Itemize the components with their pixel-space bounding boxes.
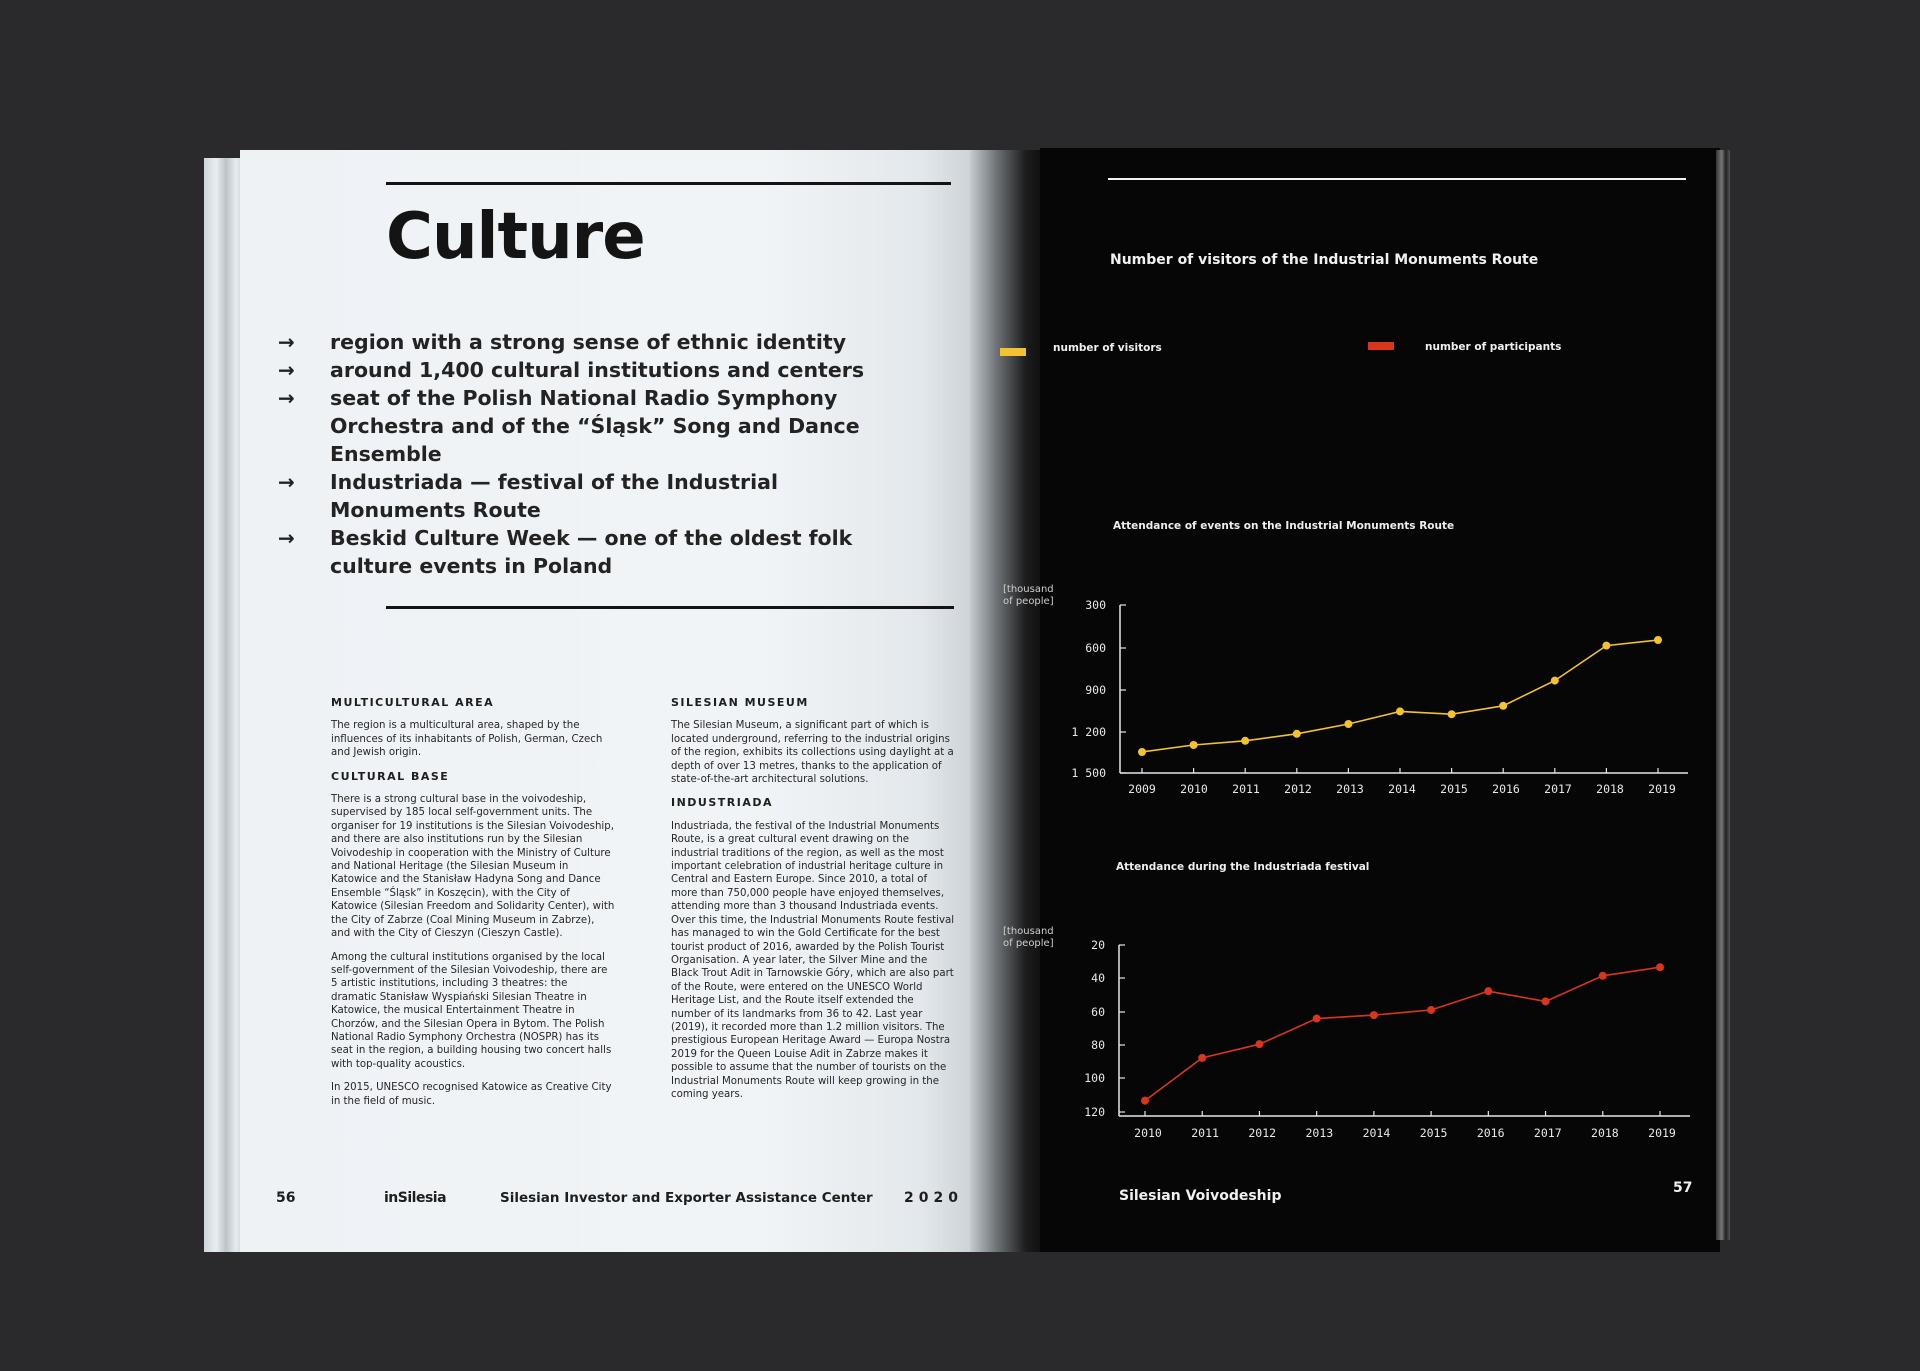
chart2-y-tick-label: 120 bbox=[1084, 1105, 1105, 1119]
chart1-x-tick-label: 2014 bbox=[1388, 782, 1416, 796]
chart1-y-tick-label: 900 bbox=[1085, 683, 1106, 697]
chart1-y-tick-label: 300 bbox=[1085, 598, 1106, 612]
year-label: 2020 bbox=[904, 1190, 963, 1206]
chart1-data-point bbox=[1448, 710, 1456, 718]
list-item: → around 1,400 cultural institutions and centers bbox=[278, 358, 865, 382]
chart1-data-point bbox=[1602, 642, 1610, 650]
section-heading: SILESIAN MUSEUM bbox=[671, 696, 809, 709]
section-heading: MULTICULTURAL AREA bbox=[331, 696, 495, 709]
chart1-x-tick-label: 2018 bbox=[1596, 782, 1624, 796]
chart1-x-tick-label: 2017 bbox=[1544, 782, 1572, 796]
arrow-right-icon: → bbox=[278, 358, 295, 382]
paragraph: There is a strong cultural base in the voivodeship, supervised by 185 local self-government units. The organiser for 19 institutions is the Silesian Voivodeship, and there are also institutions run by the Silesian Voivodeship in cooperation with the Ministry of Culture and National Heritage (the Silesian Museum in Katowice and the Stanisław Hadyna Song and Dance Ensemble “Śląsk” in Koszęcin), with the City of Katowice (Silesian Freedom and Solidarity Center), with the City of Zabrze (Coal Mining Museum in Zabrze), and with the City of Cieszyn (Cieszyn Castle). bbox=[331, 794, 615, 940]
paragraph: The Silesian Museum, a significant part of which is located underground, referring to the industrial origins of the region, exhibits its collections using daylight at a depth of over 13 metres, thanks to the application of state-of-the-art architectural solutions. bbox=[671, 720, 954, 786]
chart1-x-tick-label: 2010 bbox=[1180, 782, 1208, 796]
paragraph: Industriada, the festival of the Industrial Monuments Route, is a great cultural event drawing on the industrial traditions of the region, as well as the most important celebration of industrial heritage culture in Central and Eastern Europe. Since 2010, a total of more than 750,000 people have enjoyed themselves, attending more than 3 thousand Industriada events. Over this time, the Industrial Monuments Route festival has managed to win the Gold Certificate for the best tourist product of 2016, awarded by the Polish Tourist Organisation. A year later, the Silver Mine and the Black Trout Adit in Tarnowskie Góry, which are also part of the Route, were entered on the UNESCO World Heritage List, and the Route itself extended the number of its landmarks from 36 to 42. Last year (2019), it recorded more than 1.2 million visitors. The prestigious European Heritage Award — Europa Nostra 2019 for the Queen Louise Adit in Zabrze makes it possible to assume that the number of tourists on the Industrial Monuments Route will keep growing in the coming years. bbox=[671, 820, 955, 1100]
brand-logo: inSilesia bbox=[384, 1190, 447, 1206]
chart1-x-tick-label: 2012 bbox=[1284, 782, 1312, 796]
paragraph: The region is a multicultural area, shaped by the influences of its inhabitants of Polish, German, Czech and Jewish origin. bbox=[331, 720, 603, 759]
chart2-data-point bbox=[1370, 1011, 1378, 1019]
chart1-data-point bbox=[1654, 636, 1662, 644]
chart1-series-line bbox=[1142, 640, 1658, 752]
list-item: → seat of the Polish National Radio Symphony Orchestra and of the “Śląsk” Song and Dance Ensemble bbox=[278, 386, 860, 466]
chart2-data-point bbox=[1198, 1054, 1206, 1062]
chart1-x-tick-label: 2015 bbox=[1440, 782, 1468, 796]
chart1-data-point bbox=[1241, 737, 1249, 745]
paragraph: Among the cultural institutions organised by the local self-government of the Silesian Voivodeship, there are 5 artistic institutions, including 3 theatres: the dramatic Stanisław Wyspiański Silesian Theatre in Katowice, the musical Entertainment Theatre in Chorzów, and the Silesian Opera in Bytom. The Polish National Radio Symphony Orchestra (NOSPR) has its seat in the region, a building housing two concert halls with top-quality acoustics. bbox=[331, 951, 612, 1070]
page-number-right: 57 bbox=[1673, 1180, 1693, 1196]
chart2-x-tick-label: 2016 bbox=[1476, 1126, 1505, 1140]
charts-title: Number of visitors of the Industrial Monuments Route bbox=[1110, 252, 1539, 268]
chart2-data-point bbox=[1599, 972, 1607, 980]
chart2-y-tick-label: 80 bbox=[1091, 1038, 1105, 1052]
chart2-x-tick-label: 2013 bbox=[1305, 1126, 1334, 1140]
chart2-series-line bbox=[1145, 967, 1660, 1100]
chart1-unit-label: [thousand of people] bbox=[1003, 584, 1054, 607]
chart2-data-point bbox=[1656, 963, 1664, 971]
chart1-data-point bbox=[1190, 741, 1198, 749]
chart2-x-tick-label: 2019 bbox=[1648, 1126, 1676, 1140]
chart1-x-tick-label: 2016 bbox=[1492, 782, 1520, 796]
legend-label-participants: number of participants bbox=[1425, 341, 1562, 353]
chart2-data-point bbox=[1141, 1097, 1149, 1105]
chart2-y-tick-label: 20 bbox=[1091, 938, 1105, 952]
chart2-y-tick-label: 60 bbox=[1091, 1005, 1105, 1019]
arrow-right-icon: → bbox=[278, 330, 295, 354]
chart2-x-tick-label: 2014 bbox=[1362, 1126, 1391, 1140]
arrow-right-icon: → bbox=[278, 470, 295, 494]
chart1-x-tick-label: 2013 bbox=[1336, 782, 1364, 796]
chart2-title: Attendance during the Industriada festival bbox=[1116, 861, 1370, 873]
list-item: → Industriada — festival of the Industrial Monuments Route bbox=[278, 470, 779, 522]
legend-label-visitors: number of visitors bbox=[1053, 342, 1162, 354]
section-heading: CULTURAL BASE bbox=[331, 769, 450, 783]
paragraph: In 2015, UNESCO recognised Katowice as Creative City in the field of music. bbox=[331, 1082, 612, 1107]
chart2-x-tick-label: 2015 bbox=[1419, 1126, 1448, 1140]
chart2-x-tick-label: 2017 bbox=[1533, 1126, 1562, 1140]
chart1-y-tick-label: 600 bbox=[1085, 641, 1106, 655]
chart1-x-tick-label: 2011 bbox=[1232, 782, 1260, 796]
chart1-y-tick-label: 1 500 bbox=[1071, 766, 1106, 780]
page-title: Culture bbox=[386, 200, 645, 274]
page-number-left: 56 bbox=[276, 1190, 296, 1206]
chart2-x-tick-label: 2012 bbox=[1248, 1126, 1277, 1140]
chart2-data-point bbox=[1427, 1006, 1435, 1014]
chart2-unit-label: [thousand of people] bbox=[1003, 926, 1054, 949]
chart1-x-tick-label: 2009 bbox=[1128, 782, 1156, 796]
chart1-x-tick-label: 2019 bbox=[1648, 782, 1676, 796]
chart2-y-tick-label: 40 bbox=[1091, 971, 1105, 985]
chart2-x-tick-label: 2018 bbox=[1591, 1126, 1619, 1140]
region-label: Silesian Voivodeship bbox=[1119, 1188, 1282, 1204]
chart1-data-point bbox=[1138, 748, 1146, 756]
chart2-data-point bbox=[1542, 997, 1550, 1005]
chart2-x-tick-label: 2011 bbox=[1191, 1126, 1219, 1140]
chart1-data-point bbox=[1293, 730, 1301, 738]
chart1-data-point bbox=[1344, 720, 1352, 728]
chart1-y-tick-label: 1 200 bbox=[1071, 725, 1106, 739]
chart2-data-point bbox=[1255, 1040, 1263, 1048]
publisher-name: Silesian Investor and Exporter Assistance Center bbox=[500, 1190, 873, 1206]
chart1-data-point bbox=[1499, 702, 1507, 710]
chart2-data-point bbox=[1484, 987, 1492, 995]
chart1-data-point bbox=[1551, 677, 1559, 685]
chart2-x-tick-label: 2010 bbox=[1134, 1126, 1162, 1140]
arrow-right-icon: → bbox=[278, 526, 295, 550]
chart2-y-tick-label: 100 bbox=[1084, 1071, 1105, 1085]
list-item: → Beskid Culture Week — one of the oldest folk culture events in Poland bbox=[278, 526, 853, 578]
chart1-title: Attendance of events on the Industrial Monuments Route bbox=[1113, 520, 1455, 532]
chart2-data-point bbox=[1313, 1015, 1321, 1023]
chart1-data-point bbox=[1396, 707, 1404, 715]
section-heading: INDUSTRIADA bbox=[671, 796, 774, 810]
list-item: → region with a strong sense of ethnic identity bbox=[278, 330, 847, 354]
arrow-right-icon: → bbox=[278, 386, 295, 410]
